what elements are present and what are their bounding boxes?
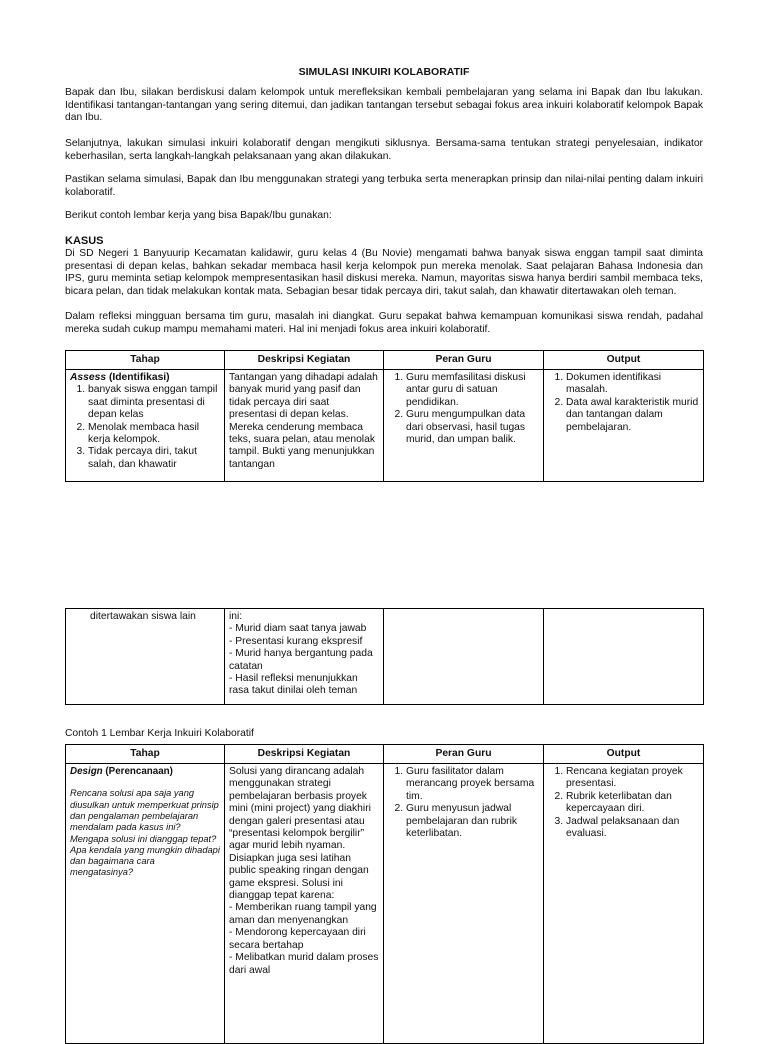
list-item: 3. Jadwal pelaksanaan dan evaluasi. <box>566 816 699 841</box>
list-item: 1. Rencana kegiatan proyek presentasi. <box>566 766 699 791</box>
text-line: - Hasil refleksi menunjukkan rasa takut dinilai oleh teman <box>229 673 358 697</box>
cell-deskripsi-assess: Tantangan yang dihadapi adalah banyak murid yang pasif dan tidak percaya diri saat presentasi di depan kelas. Mereka cenderung membaca teks, suara pelan, atau menolak tampil. Bukti yang menunjukkan tantangan <box>225 370 384 482</box>
cell-deskripsi-continued <box>225 609 384 705</box>
text-line: - Murid hanya bergantung pada catatan <box>229 648 373 672</box>
document-title: SIMULASI INKUIRI KOLABORATIF <box>298 66 470 78</box>
list-item: 1. Dokumen identifikasi masalah. <box>566 372 699 397</box>
cell-peran-design <box>384 764 544 1044</box>
cell-peran-assess <box>384 370 544 482</box>
cell-peran-continued <box>384 609 544 705</box>
text-line: - Memberikan ruang tampil yang aman dan menyenangkan <box>229 902 377 926</box>
kasus-heading: KASUS <box>65 235 104 247</box>
cell-tahap-continued: ditertawakan siswa lain <box>66 609 225 705</box>
list-item: 2. Menolak membaca hasil kerja kelompok. <box>88 422 220 447</box>
cell-tahap-design <box>66 764 225 1044</box>
worksheet-table-assess-continued <box>65 608 704 705</box>
list-item: 1. banyak siswa enggan tampil saat diminta presentasi di depan kelas <box>88 384 220 421</box>
text-block: Solusi yang dirancang adalah menggunakan strategi pembelajaran berbasis proyek mini (mini project) yang diakhiri dengan galeri presentasi atau “presentasi kelompok bergilir” agar murid lebih nyaman. Disiapkan juga sesi latihan public speaking ringan dengan game ekspresi. Solusi ini dianggap tepat karena: <box>229 766 371 902</box>
text-line: ini: <box>229 611 243 622</box>
cell-output-design <box>544 764 704 1044</box>
tahap-label: Design (Perencanaan) <box>70 766 173 777</box>
table-caption: Contoh 1 Lembar Kerja Inkuiri Kolaboratif <box>65 728 254 739</box>
intro-paragraph-4: Berikut contoh lembar kerja yang bisa Bapak/Ibu gunakan: <box>65 210 332 221</box>
cell-deskripsi-design <box>225 764 384 1044</box>
list-item: 2. Data awal karakteristik murid dan tantangan dalam pembelajaran. <box>566 397 699 434</box>
text-line: - Melibatkan murid dalam proses dari awal <box>229 952 379 976</box>
worksheet-table-assess <box>65 350 704 482</box>
header-output: Output <box>544 351 704 370</box>
header-output: Output <box>544 745 704 764</box>
header-deskripsi: Deskripsi Kegiatan <box>225 745 384 764</box>
list-item: 1. Guru fasilitator dalam merancang proyek bersama tim. <box>406 766 539 803</box>
cell-output-assess <box>544 370 704 482</box>
text-line: - Presentasi kurang ekspresif <box>229 635 363 647</box>
intro-paragraph-1: Bapak dan Ibu, silakan berdiskusi dalam kelompok untuk merefleksikan kembali pembelajaran yang selama ini Bapak dan Ibu lakukan. Identifikasi tantangan-tantangan yang sering ditemui, dan jadikan tantangan tersebut sebagai fokus area inkuiri kolaboratif kelompok Bapak dan Ibu. <box>65 87 703 124</box>
kasus-text-2: Dalam refleksi mingguan bersama tim guru, masalah ini diangkat. Guru sepakat bahwa kemampuan komunikasi siswa rendah, padahal mereka sudah cukup mampu memahami materi. Hal ini menjadi fokus area inkuiri kolaboratif. <box>65 311 703 335</box>
header-deskripsi: Deskripsi Kegiatan <box>225 351 384 370</box>
list-item: 2. Guru mengumpulkan data dari observasi, hasil tugas murid, dan umpan balik. <box>406 409 539 446</box>
header-peran-guru: Peran Guru <box>384 745 544 764</box>
text-line: - Mendorong kepercayaan diri secara bertahap <box>229 927 366 951</box>
list-item: 1. Guru memfasilitasi diskusi antar guru di satuan pendidikan. <box>406 372 539 409</box>
kasus-text: Di SD Negeri 1 Banyuurip Kecamatan kalidawir, guru kelas 4 (Bu Novie) mengamati bahwa banyak siswa enggan tampil saat diminta presentasi di depan kelas, bahkan sekadar membaca hasil kerja kelompok pun mereka menolak. Saat pelajaran Bahasa Indonesia dan IPS, guru meminta setiap kelompok mempresentasikan hasil diskusi mereka. Namun, mayoritas siswa hanya berdiri sambil membaca teks, bicara pelan, dan tidak melakukan kontak mata. Sebagian besar tidak percaya diri, takut salah, dan khawatir ditertawakan oleh teman. <box>65 248 703 297</box>
intro-paragraph-2: Selanjutnya, lakukan simulasi inkuiri kolaboratif dengan mengikuti siklusnya. Bersama-sama tentukan strategi penyelesaian, indikator keberhasilan, serta langkah-langkah pelaksanaan yang akan dilakukan. <box>65 138 703 162</box>
header-tahap: Tahap <box>66 351 225 370</box>
worksheet-table-design <box>65 744 704 1044</box>
list-item: 2. Rubrik keterlibatan dan kepercayaan diri. <box>566 791 699 816</box>
header-tahap: Tahap <box>66 745 225 764</box>
tahap-label: Assess (Identifikasi) <box>70 372 170 383</box>
text-line: - Murid diam saat tanya jawab <box>229 623 367 635</box>
intro-paragraph-3: Pastikan selama simulasi, Bapak dan Ibu menggunakan strategi yang terbuka serta menerapkan prinsip dan nilai-nilai penting dalam inkuiri kolaboratif. <box>65 174 703 198</box>
list-item: 3. Tidak percaya diri, takut salah, dan khawatir <box>88 446 220 471</box>
list-item: 2. Guru menyusun jadwal pembelajaran dan rubrik keterlibatan. <box>406 803 539 840</box>
cell-output-continued <box>544 609 704 705</box>
cell-tahap-assess <box>66 370 225 482</box>
header-peran-guru: Peran Guru <box>384 351 544 370</box>
tahap-guiding-question: Rencana solusi apa saja yang diusulkan untuk memperkuat prinsip dan pengalaman pembelajaran mendalam pada kasus ini? Mengapa solusi ini dianggap tepat? Apa kendala yang mungkin dihadapi dan bagaimana cara mengatasinya? <box>70 788 220 878</box>
